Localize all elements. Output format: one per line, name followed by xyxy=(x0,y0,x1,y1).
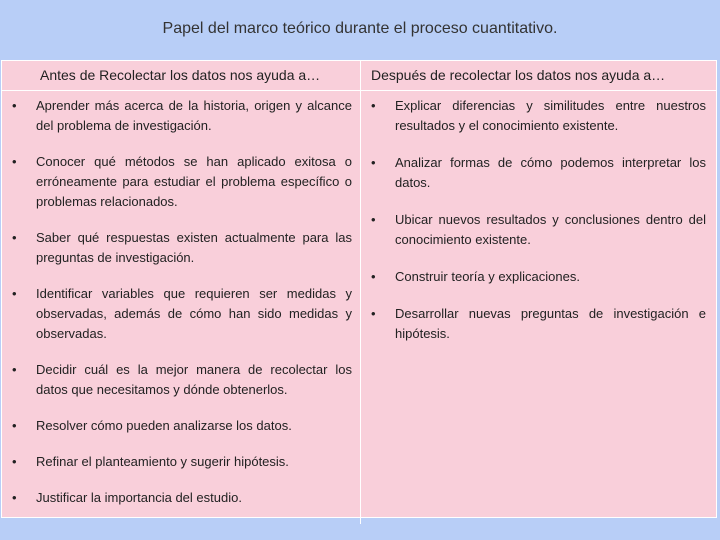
list-item xyxy=(12,452,352,472)
list-item xyxy=(371,304,706,344)
list-item-text: Refinar el planteamiento y sugerir hipótesis. xyxy=(36,454,289,469)
list-item xyxy=(12,488,352,508)
after-list xyxy=(371,96,706,344)
bullet-icon: • xyxy=(12,418,17,433)
before-list xyxy=(12,96,352,508)
bullet-icon: • xyxy=(371,98,376,113)
table-body xyxy=(2,91,716,524)
list-item xyxy=(12,360,352,400)
list-item-text: Construir teoría y explicaciones. xyxy=(395,269,580,284)
list-item xyxy=(371,210,706,250)
before-column xyxy=(2,91,361,524)
slide-title: Papel del marco teórico durante el proceso cuantitativo. xyxy=(162,20,558,37)
list-item-text: Desarrollar nuevas preguntas de investigación e hipótesis. xyxy=(395,306,706,341)
bullet-icon: • xyxy=(371,306,376,321)
list-item xyxy=(371,96,706,136)
bullet-icon: • xyxy=(12,98,17,113)
table-header-row xyxy=(2,61,716,91)
list-item xyxy=(371,153,706,193)
bullet-icon: • xyxy=(12,362,17,377)
list-item-text: Conocer qué métodos se han aplicado exitosa o erróneamente para estudiar el problema específico o problemas relacionados. xyxy=(36,154,352,209)
comparison-table xyxy=(1,60,717,518)
bullet-icon: • xyxy=(371,269,376,284)
list-item-text: Decidir cuál es la mejor manera de recolectar los datos que necesitamos y dónde obtenerlos. xyxy=(36,362,352,397)
list-item xyxy=(12,152,352,212)
list-item-text: Saber qué respuestas existen actualmente para las preguntas de investigación. xyxy=(36,230,352,265)
list-item-text: Ubicar nuevos resultados y conclusiones dentro del conocimiento existente. xyxy=(395,212,706,247)
header-after: Después de recolectar los datos nos ayuda a… xyxy=(371,67,666,83)
list-item xyxy=(12,228,352,268)
list-item-text: Identificar variables que requieren ser medidas y observadas, además de cómo han sido medidas y observadas. xyxy=(36,286,352,341)
list-item xyxy=(12,96,352,136)
list-item-text: Justificar la importancia del estudio. xyxy=(36,490,242,505)
after-column xyxy=(361,91,716,524)
list-item-text: Aprender más acerca de la historia, origen y alcance del problema de investigación. xyxy=(36,98,352,133)
list-item xyxy=(12,416,352,436)
header-before: Antes de Recolectar los datos nos ayuda a… xyxy=(2,61,361,90)
list-item-text: Explicar diferencias y similitudes entre nuestros resultados y el conocimiento existente. xyxy=(395,98,706,133)
list-item-text: Analizar formas de cómo podemos interpretar los datos. xyxy=(395,155,706,190)
list-item-text: Resolver cómo pueden analizarse los datos. xyxy=(36,418,292,433)
bullet-icon: • xyxy=(12,454,17,469)
bullet-icon: • xyxy=(12,154,17,169)
list-item xyxy=(371,267,706,287)
bullet-icon: • xyxy=(12,286,17,301)
bullet-icon: • xyxy=(12,490,17,505)
bullet-icon: • xyxy=(12,230,17,245)
bullet-icon: • xyxy=(371,155,376,170)
list-item xyxy=(12,284,352,344)
bullet-icon: • xyxy=(371,212,376,227)
